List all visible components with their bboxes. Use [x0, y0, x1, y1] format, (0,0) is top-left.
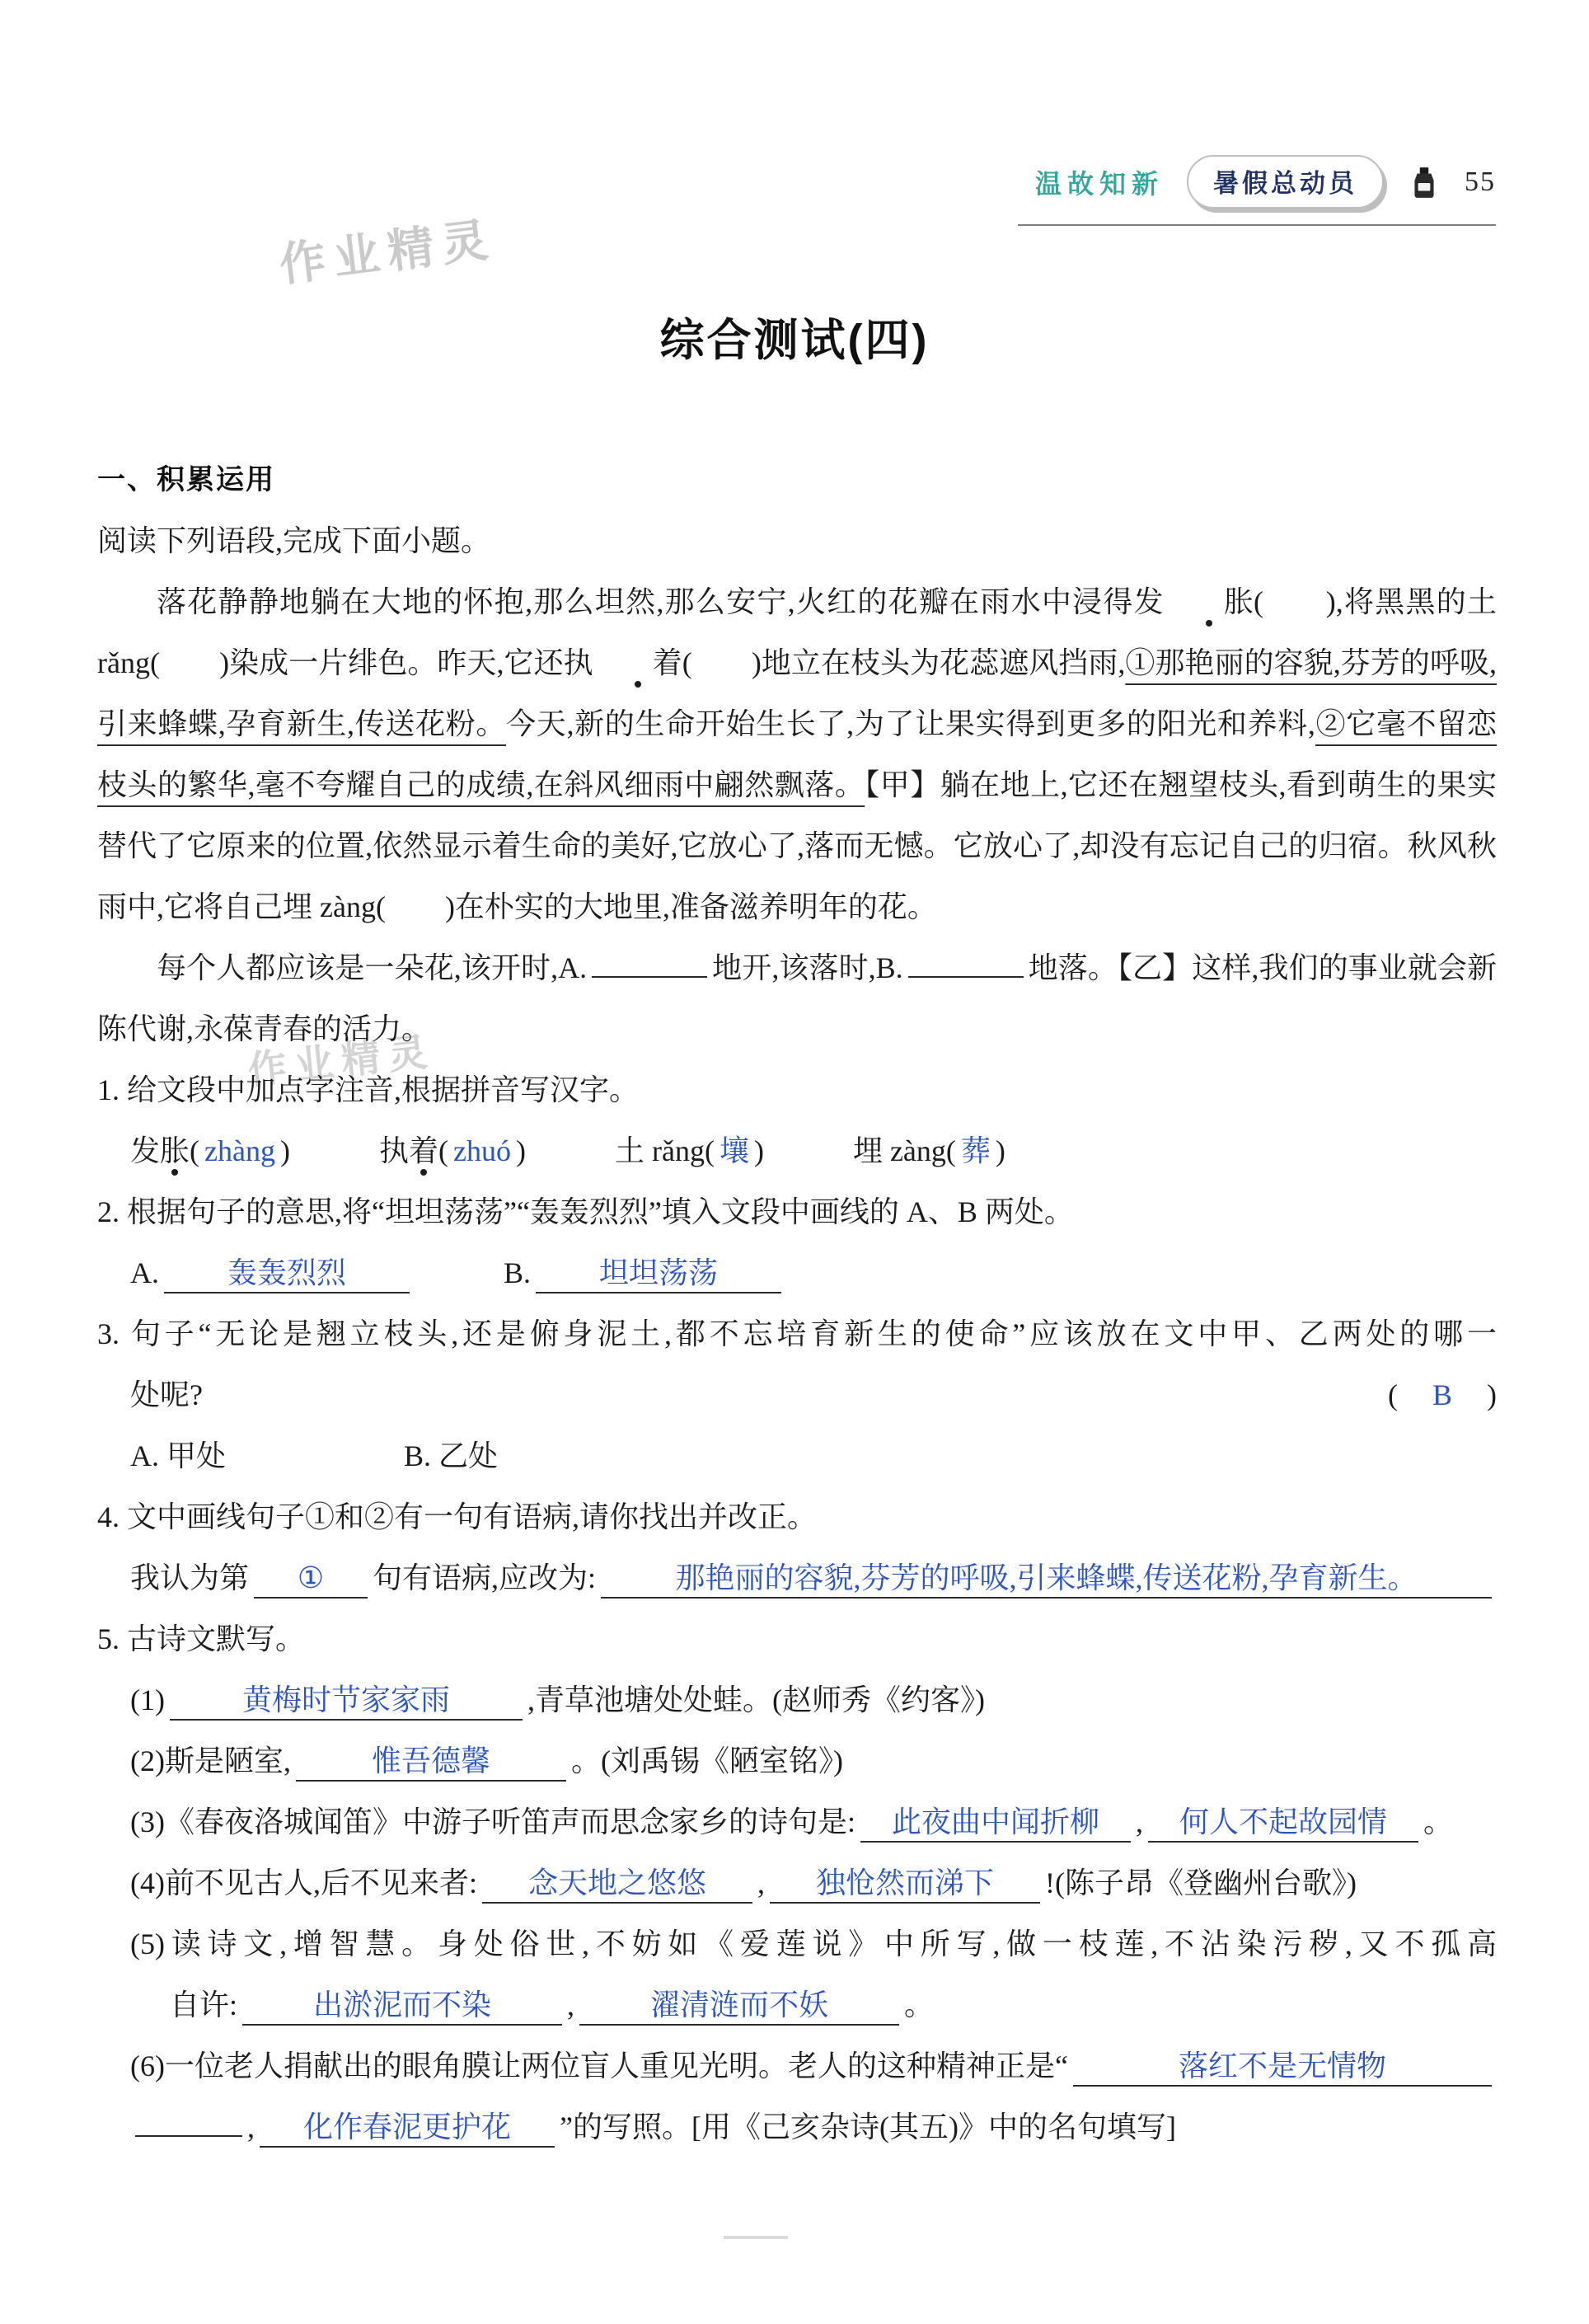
text-run: ,青草池塘处处蛙。(赵师秀《约客》) — [527, 1683, 985, 1716]
text-run: !(陈子昂《登幽州台歌》) — [1044, 1866, 1357, 1899]
text-run: (6)一位老人捐献出的眼角膜让两位盲人重见光明。老人的这种精神正是“ — [130, 2049, 1068, 2082]
ink-bottle-icon — [1407, 165, 1441, 200]
question-5-item-4 — [97, 1852, 1497, 1913]
text-run: (1) — [130, 1683, 165, 1716]
watermark: 作业精灵 — [246, 1029, 438, 1092]
text-run: 我认为第 — [130, 1561, 250, 1594]
answer-text: 坦坦荡荡 — [536, 1255, 781, 1293]
question-3-text-line2 — [97, 1364, 1497, 1425]
dotted-char: 胀 — [160, 1134, 190, 1167]
answer-text: ① — [254, 1560, 368, 1599]
text-run: ( )地立在枝头为花蕊遮风挡雨, — [682, 646, 1126, 679]
page-header — [1035, 155, 1496, 209]
question-4-text: 4. 文中画线句子①和②有一句有语病,请你找出并改正。 — [97, 1500, 818, 1533]
answer-text: 何人不起故园情 — [1148, 1804, 1418, 1843]
answer-text: zhàng — [204, 1134, 275, 1167]
text-run: 落花静静地躺在大地的怀抱,那么坦然,那么安宁,火红的花瓣在雨水中浸得发 — [157, 585, 1165, 618]
blank-line — [908, 946, 1024, 978]
text-run: 每个人都应该是一朵花,该开时,A. — [157, 951, 588, 984]
text-run: 。 — [904, 1988, 935, 2021]
text-run: , — [567, 1988, 575, 2021]
text-run: , — [247, 2110, 255, 2143]
question-5-item-5-line1 — [97, 1913, 1497, 1974]
question-5-text: 5. 古诗文默写。 — [97, 1622, 306, 1655]
answer-text: 落红不是无情物 — [1073, 2048, 1492, 2087]
text-run: 地落。【乙】这样,我们的事业就会新陈代谢,永葆青春的活力。 — [97, 951, 1497, 1045]
question-1-text: 1. 给文段中加点字注音,根据拼音写汉字。 — [97, 1073, 640, 1106]
answer-text: 出淤泥而不染 — [242, 1987, 562, 2026]
text-run: A. — [130, 1256, 159, 1289]
text-run: 句有语病,应改为: — [373, 1561, 597, 1594]
text-run: , — [757, 1866, 765, 1899]
text-run: 地开,该落时,B. — [712, 951, 903, 984]
text-run: 【甲】躺在地上,它还在翘望枝头,看到萌生的果实替代了它原来的位置,依然显示着生命的美好,它放心了,落而无憾。它放心了,却没有忘记自己的归宿。秋风秋雨中,它将自己埋 zàng( )在朴实的大地里,准备滋养明年的花。 — [97, 768, 1497, 923]
text-run: , — [1135, 1805, 1143, 1838]
section-heading: 一、积累运用 — [97, 464, 275, 495]
dotted-char: 着 — [409, 1134, 439, 1167]
main-content — [97, 449, 1504, 2157]
text-run: B. — [504, 1256, 532, 1289]
question-3-text-line1: 3. 句子“无论是翘立枝头,还是俯身泥土,都不忘培育新生的使命”应该放在文中甲、乙两处的哪一 — [97, 1317, 1497, 1350]
dotted-char: 胀 — [1165, 586, 1254, 619]
text-run: ( — [438, 1134, 449, 1167]
text-run: (2)斯是陋室, — [130, 1744, 291, 1777]
question-3-text-tail: 处呢? — [130, 1378, 203, 1411]
question-2-answers — [97, 1242, 1497, 1303]
blank-line — [592, 946, 707, 978]
answer-text: zhuó — [453, 1134, 511, 1167]
answer-text: 壤 — [719, 1134, 749, 1167]
question-5-item-6-line1 — [97, 2035, 1497, 2096]
answer-text: 惟吾德馨 — [296, 1743, 566, 1782]
question-5-item-6-line2 — [97, 2096, 1497, 2157]
answer-text: 轰轰烈烈 — [164, 1255, 410, 1293]
dotted-char: 着 — [593, 647, 682, 680]
answer-text: 濯清涟而不妖 — [579, 1987, 899, 2026]
text-run: ) 执 — [280, 1134, 409, 1167]
answer-text: 化作春泥更护花 — [260, 2109, 555, 2148]
header-divider — [1018, 224, 1496, 226]
text-run: 自许: — [170, 1988, 238, 2021]
answer-text: 念天地之悠悠 — [482, 1865, 752, 1904]
series-badge: 暑假总动员 — [1187, 155, 1384, 209]
question-5-item-1 — [97, 1669, 1497, 1730]
text-run: ”的写照。[用《己亥杂诗(其五)》中的名句填写] — [560, 2110, 1176, 2143]
text-run: ) 埋 zàng( — [753, 1134, 956, 1167]
text-run: B. 乙处 — [404, 1439, 499, 1472]
passage-paragraph-2 — [97, 937, 1497, 1059]
watermark: 作业精灵 — [276, 213, 499, 291]
text-run: ( ),将黑黑的土 rǎng( )染成一片绯色。昨天,它还执 — [97, 585, 1504, 679]
page-title: 综合测试(四) — [659, 316, 930, 365]
answer-text: 独怆然而涕下 — [770, 1865, 1040, 1904]
answer-text: 那艳丽的容貌,芬芳的呼吸,引来蜂蝶,传送花粉,孕育新生。 — [601, 1560, 1492, 1599]
text-run: ) — [1457, 1378, 1497, 1411]
blank-line — [135, 2106, 242, 2137]
question-2-text: 2. 根据句子的意思,将“坦坦荡荡”“轰轰烈烈”填入文段中画线的 A、B 两处。 — [97, 1195, 1074, 1228]
question-5-item-3 — [97, 1791, 1497, 1852]
intro-text: 阅读下列语段,完成下面小题。 — [97, 524, 491, 557]
text-run: 发 — [130, 1134, 161, 1167]
text-run: (3)《春夜洛城闻笛》中游子听笛声而思念家乡的诗句是: — [130, 1805, 855, 1838]
text-run: 今天,新的生命开始生长了,为了让果实得到更多的阳光和养料, — [506, 707, 1315, 740]
page-number: 55 — [1465, 166, 1496, 197]
brand-text: 温故知新 — [1034, 168, 1164, 199]
text-run: ( — [190, 1134, 200, 1167]
text-run — [415, 1256, 504, 1289]
page-bottom-mark — [724, 2236, 788, 2239]
underlined-sentence: ②它毫不留恋枝头的繁华,毫不夸耀自己的成绩,在斜风细雨中翩然飘落。 — [97, 707, 1497, 801]
text-run: (5)读诗文,增智慧。身处俗世,不妨如《爱莲说》中所写,做一枝莲,不沾染污秽,又不孤高 — [130, 1927, 1497, 1960]
question-5-item-2 — [97, 1730, 1497, 1791]
question-5-item-5-line2 — [97, 1974, 1497, 2035]
text-run: (4)前不见古人,后不见来者: — [130, 1866, 477, 1899]
passage-paragraph-1 — [97, 571, 1504, 937]
text-run: A. 甲处 — [130, 1439, 226, 1472]
question-3-options — [97, 1425, 1497, 1486]
text-run: ) — [995, 1134, 1005, 1167]
text-run — [226, 1439, 404, 1472]
question-3-answer-bracket — [1388, 1364, 1497, 1425]
text-run: 。(刘禹锡《陋室铭》) — [570, 1744, 843, 1777]
answer-text: B — [1432, 1378, 1452, 1411]
answer-text: 此夜曲中闻折柳 — [860, 1804, 1131, 1843]
text-run: ) 土 rǎng( — [516, 1134, 715, 1167]
answer-text: 葬 — [960, 1134, 991, 1167]
underlined-sentence: ①那艳丽的容貌,芬芳的呼吸,引来蜂蝶,孕育新生,传送花粉。 — [97, 646, 1497, 740]
text-run: ( — [1387, 1378, 1427, 1411]
question-1-answers — [97, 1120, 1497, 1181]
text-run: 。 — [1423, 1805, 1453, 1838]
question-4-answer — [97, 1547, 1497, 1608]
answer-text: 黄梅时节家家雨 — [170, 1682, 523, 1721]
